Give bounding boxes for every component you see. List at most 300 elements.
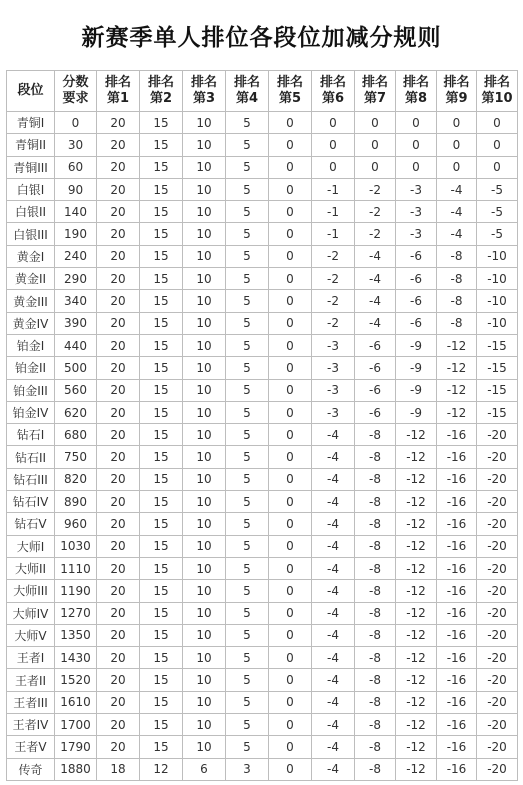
table-row (7, 714, 518, 736)
table-row (7, 736, 518, 758)
points-cell: 10 (183, 736, 226, 758)
table-row (7, 268, 518, 290)
column-header-rank-6 (312, 71, 355, 112)
points-cell: -12 (396, 714, 437, 736)
header-text: 段位 (17, 83, 44, 98)
points-cell: -6 (396, 268, 437, 290)
points-cell: -20 (477, 468, 518, 490)
points-cell: 20 (97, 424, 140, 446)
table-row (7, 446, 518, 468)
column-header-rank-10 (477, 71, 518, 112)
points-cell: -12 (396, 669, 437, 691)
points-cell: 15 (140, 268, 183, 290)
score-cell: 90 (55, 178, 97, 200)
points-cell: 0 (269, 112, 312, 134)
points-cell: 5 (226, 446, 269, 468)
points-cell: 0 (269, 513, 312, 535)
points-cell: 5 (226, 357, 269, 379)
points-cell: -8 (355, 535, 396, 557)
tier-cell: 铂金III (7, 379, 55, 401)
points-cell: -4 (312, 446, 355, 468)
points-cell: -8 (355, 446, 396, 468)
points-cell: 10 (183, 424, 226, 446)
points-cell: -20 (477, 446, 518, 468)
points-cell: 20 (97, 156, 140, 178)
points-cell: 15 (140, 112, 183, 134)
score-cell: 620 (55, 401, 97, 423)
points-cell: -2 (312, 312, 355, 334)
points-cell: -12 (437, 379, 477, 401)
points-cell: 10 (183, 201, 226, 223)
header-text: 排名 (483, 75, 510, 90)
tier-cell: 白银III (7, 223, 55, 245)
points-cell: 5 (226, 580, 269, 602)
points-cell: 10 (183, 401, 226, 423)
score-cell: 290 (55, 268, 97, 290)
points-cell: 10 (183, 557, 226, 579)
header-text: 排名 (276, 75, 303, 90)
points-cell: 10 (183, 624, 226, 646)
table-row (7, 580, 518, 602)
points-cell: 5 (226, 379, 269, 401)
points-cell: -8 (355, 602, 396, 624)
points-cell: 5 (226, 691, 269, 713)
tier-cell: 青铜I (7, 112, 55, 134)
page-title: 新赛季单人排位各段位加减分规则 (81, 24, 442, 51)
points-cell: 20 (97, 312, 140, 334)
header-text: 第6 (321, 91, 345, 106)
points-cell: 0 (269, 401, 312, 423)
points-cell: 10 (183, 312, 226, 334)
points-cell: 0 (269, 379, 312, 401)
header-text: 第7 (363, 91, 387, 106)
table-row (7, 178, 518, 200)
score-cell: 560 (55, 379, 97, 401)
points-cell: 15 (140, 446, 183, 468)
score-cell: 820 (55, 468, 97, 490)
points-cell: 5 (226, 647, 269, 669)
tier-cell: 黄金III (7, 290, 55, 312)
points-cell: -1 (312, 178, 355, 200)
points-cell: 0 (269, 491, 312, 513)
score-cell: 0 (55, 112, 97, 134)
points-cell: -4 (437, 178, 477, 200)
points-cell: 10 (183, 446, 226, 468)
table-row (7, 424, 518, 446)
score-cell: 1350 (55, 624, 97, 646)
table-row (7, 535, 518, 557)
points-cell: 15 (140, 736, 183, 758)
tier-cell: 王者II (7, 669, 55, 691)
score-cell: 1030 (55, 535, 97, 557)
points-cell: 20 (97, 357, 140, 379)
points-cell: -4 (312, 624, 355, 646)
points-cell: -2 (355, 201, 396, 223)
points-cell: 15 (140, 290, 183, 312)
points-cell: 0 (269, 156, 312, 178)
score-cell: 680 (55, 424, 97, 446)
header-text: 第9 (445, 91, 468, 106)
points-cell: -16 (437, 647, 477, 669)
points-cell: 15 (140, 602, 183, 624)
points-cell: 0 (396, 156, 437, 178)
points-cell: -12 (396, 468, 437, 490)
tier-cell: 钻石IV (7, 491, 55, 513)
points-cell: 0 (269, 446, 312, 468)
points-cell: -4 (312, 424, 355, 446)
score-cell: 440 (55, 334, 97, 356)
points-cell: -16 (437, 468, 477, 490)
tier-cell: 王者IV (7, 714, 55, 736)
points-cell: 0 (269, 134, 312, 156)
points-cell: -3 (312, 334, 355, 356)
points-cell: 0 (312, 156, 355, 178)
points-cell: -16 (437, 602, 477, 624)
points-cell: 0 (269, 557, 312, 579)
points-cell: 20 (97, 580, 140, 602)
points-cell: 0 (269, 736, 312, 758)
points-cell: 5 (226, 624, 269, 646)
table-row (7, 201, 518, 223)
points-cell: -4 (312, 691, 355, 713)
score-cell: 1190 (55, 580, 97, 602)
points-cell: 0 (396, 134, 437, 156)
points-cell: -20 (477, 714, 518, 736)
points-cell: 0 (269, 201, 312, 223)
points-cell: 5 (226, 736, 269, 758)
points-cell: 0 (477, 134, 518, 156)
points-cell: 5 (226, 535, 269, 557)
points-cell: -4 (312, 580, 355, 602)
points-cell: 0 (437, 156, 477, 178)
points-cell: -12 (396, 446, 437, 468)
points-cell: -20 (477, 557, 518, 579)
points-cell: -12 (396, 602, 437, 624)
points-cell: -3 (312, 357, 355, 379)
points-cell: 0 (477, 112, 518, 134)
points-cell: 10 (183, 156, 226, 178)
points-cell: 15 (140, 334, 183, 356)
points-cell: -6 (355, 357, 396, 379)
points-cell: -12 (437, 401, 477, 423)
points-cell: 5 (226, 112, 269, 134)
points-cell: 10 (183, 268, 226, 290)
points-cell: 0 (269, 178, 312, 200)
points-cell: 0 (355, 134, 396, 156)
points-cell: -2 (355, 178, 396, 200)
points-cell: -12 (437, 334, 477, 356)
table-row (7, 647, 518, 669)
points-cell: -16 (437, 624, 477, 646)
points-cell: 5 (226, 268, 269, 290)
points-cell: 15 (140, 669, 183, 691)
table-row (7, 557, 518, 579)
points-cell: 10 (183, 602, 226, 624)
points-cell: -10 (477, 312, 518, 334)
points-cell: -4 (355, 268, 396, 290)
table-row (7, 334, 518, 356)
points-cell: 20 (97, 624, 140, 646)
header-text: 第1 (106, 91, 130, 106)
table-row (7, 401, 518, 423)
tier-cell: 铂金I (7, 334, 55, 356)
score-cell: 30 (55, 134, 97, 156)
points-cell: 15 (140, 468, 183, 490)
tier-cell: 王者I (7, 647, 55, 669)
points-cell: -16 (437, 446, 477, 468)
points-cell: -4 (312, 535, 355, 557)
tier-cell: 铂金II (7, 357, 55, 379)
points-cell: -8 (355, 468, 396, 490)
table-row (7, 134, 518, 156)
points-cell: 20 (97, 112, 140, 134)
column-header-rank-5 (269, 71, 312, 112)
table-row (7, 691, 518, 713)
points-cell: 15 (140, 491, 183, 513)
points-cell: 10 (183, 112, 226, 134)
points-cell: 5 (226, 156, 269, 178)
points-cell: -15 (477, 357, 518, 379)
points-cell: 10 (183, 491, 226, 513)
points-cell: -8 (355, 580, 396, 602)
points-cell: -8 (355, 758, 396, 780)
table-row (7, 290, 518, 312)
points-cell: -4 (355, 290, 396, 312)
score-cell: 1610 (55, 691, 97, 713)
points-cell: -4 (312, 647, 355, 669)
points-cell: 0 (269, 691, 312, 713)
points-cell: -6 (355, 401, 396, 423)
points-cell: -8 (355, 669, 396, 691)
points-cell: 20 (97, 736, 140, 758)
points-cell: -9 (396, 379, 437, 401)
points-cell: -10 (477, 268, 518, 290)
points-cell: 15 (140, 245, 183, 267)
score-cell: 960 (55, 513, 97, 535)
points-cell: -1 (312, 223, 355, 245)
points-cell: 15 (140, 401, 183, 423)
points-cell: -16 (437, 736, 477, 758)
points-cell: 0 (269, 334, 312, 356)
points-cell: 10 (183, 134, 226, 156)
table-row (7, 112, 518, 134)
points-cell: -15 (477, 401, 518, 423)
points-cell: -8 (355, 424, 396, 446)
points-cell: -8 (355, 557, 396, 579)
table-row (7, 513, 518, 535)
points-cell: 20 (97, 268, 140, 290)
points-cell: -20 (477, 669, 518, 691)
points-cell: -3 (396, 178, 437, 200)
points-cell: -12 (396, 580, 437, 602)
tier-cell: 钻石I (7, 424, 55, 446)
points-cell: 5 (226, 334, 269, 356)
rules-table (6, 70, 518, 781)
tier-cell: 传奇 (7, 758, 55, 780)
points-cell: -12 (396, 736, 437, 758)
points-cell: 15 (140, 580, 183, 602)
points-cell: 20 (97, 245, 140, 267)
points-cell: 20 (97, 379, 140, 401)
header-text: 排名 (233, 75, 260, 90)
column-header-rank-2 (140, 71, 183, 112)
points-cell: -20 (477, 758, 518, 780)
score-cell: 340 (55, 290, 97, 312)
points-cell: -4 (355, 312, 396, 334)
score-cell: 1700 (55, 714, 97, 736)
points-cell: -4 (437, 223, 477, 245)
points-cell: 5 (226, 312, 269, 334)
points-cell: -4 (312, 758, 355, 780)
points-cell: -8 (355, 714, 396, 736)
points-cell: -12 (396, 557, 437, 579)
score-cell: 750 (55, 446, 97, 468)
points-cell: -20 (477, 691, 518, 713)
points-cell: 0 (269, 468, 312, 490)
table-row (7, 379, 518, 401)
points-cell: -8 (437, 312, 477, 334)
points-cell: 10 (183, 468, 226, 490)
points-cell: 20 (97, 401, 140, 423)
points-cell: -4 (312, 491, 355, 513)
points-cell: -5 (477, 223, 518, 245)
points-cell: 5 (226, 201, 269, 223)
points-cell: -16 (437, 714, 477, 736)
points-cell: -16 (437, 669, 477, 691)
points-cell: 10 (183, 223, 226, 245)
points-cell: -8 (437, 268, 477, 290)
points-cell: 20 (97, 647, 140, 669)
column-header-rank-8 (396, 71, 437, 112)
tier-cell: 黄金IV (7, 312, 55, 334)
points-cell: -10 (477, 245, 518, 267)
tier-cell: 大师V (7, 624, 55, 646)
points-cell: 10 (183, 714, 226, 736)
points-cell: -6 (355, 334, 396, 356)
score-cell: 390 (55, 312, 97, 334)
tier-cell: 王者V (7, 736, 55, 758)
score-cell: 60 (55, 156, 97, 178)
points-cell: -3 (396, 201, 437, 223)
score-cell: 1790 (55, 736, 97, 758)
tier-cell: 钻石II (7, 446, 55, 468)
points-cell: 0 (269, 647, 312, 669)
points-cell: 0 (396, 112, 437, 134)
points-cell: -4 (312, 468, 355, 490)
column-header-rank-9 (437, 71, 477, 112)
points-cell: 15 (140, 647, 183, 669)
points-cell: 0 (312, 112, 355, 134)
points-cell: 0 (269, 268, 312, 290)
points-cell: -4 (312, 714, 355, 736)
points-cell: -6 (396, 245, 437, 267)
points-cell: 10 (183, 647, 226, 669)
points-cell: 0 (477, 156, 518, 178)
points-cell: -2 (312, 245, 355, 267)
tier-cell: 王者III (7, 691, 55, 713)
score-cell: 1270 (55, 602, 97, 624)
points-cell: 20 (97, 557, 140, 579)
points-cell: 15 (140, 156, 183, 178)
tier-cell: 钻石V (7, 513, 55, 535)
points-cell: 10 (183, 691, 226, 713)
points-cell: 20 (97, 201, 140, 223)
header-text: 排名 (190, 75, 217, 90)
header-text: 排名 (147, 75, 174, 90)
points-cell: 0 (269, 223, 312, 245)
table-row (7, 624, 518, 646)
points-cell: -8 (355, 691, 396, 713)
column-header-rank-4 (226, 71, 269, 112)
points-cell: 5 (226, 290, 269, 312)
points-cell: -16 (437, 535, 477, 557)
points-cell: 20 (97, 602, 140, 624)
points-cell: 15 (140, 624, 183, 646)
tier-cell: 大师IV (7, 602, 55, 624)
table-row (7, 357, 518, 379)
points-cell: 20 (97, 513, 140, 535)
points-cell: -8 (355, 736, 396, 758)
score-cell: 1880 (55, 758, 97, 780)
points-cell: -5 (477, 201, 518, 223)
points-cell: 10 (183, 669, 226, 691)
points-cell: -16 (437, 424, 477, 446)
points-cell: 15 (140, 379, 183, 401)
points-cell: 0 (355, 156, 396, 178)
points-cell: 5 (226, 468, 269, 490)
table-row (7, 491, 518, 513)
points-cell: -4 (312, 602, 355, 624)
points-cell: 0 (269, 290, 312, 312)
points-cell: -20 (477, 513, 518, 535)
points-cell: 10 (183, 245, 226, 267)
points-cell: 0 (269, 602, 312, 624)
header-text: 第4 (235, 91, 259, 106)
points-cell: -12 (396, 624, 437, 646)
points-cell: 0 (269, 758, 312, 780)
header-text: 第10 (481, 91, 513, 106)
points-cell: -2 (355, 223, 396, 245)
points-cell: 20 (97, 714, 140, 736)
points-cell: 20 (97, 134, 140, 156)
column-header-tier (7, 71, 55, 112)
points-cell: -8 (355, 513, 396, 535)
points-cell: 0 (269, 424, 312, 446)
points-cell: 18 (97, 758, 140, 780)
points-cell: -12 (396, 647, 437, 669)
points-cell: 0 (269, 535, 312, 557)
points-cell: 0 (269, 357, 312, 379)
points-cell: -20 (477, 602, 518, 624)
points-cell: -16 (437, 758, 477, 780)
tier-cell: 大师III (7, 580, 55, 602)
points-cell: -4 (437, 201, 477, 223)
header-text: 排名 (319, 75, 346, 90)
column-header-score (55, 71, 97, 112)
points-cell: 0 (312, 134, 355, 156)
points-cell: 20 (97, 223, 140, 245)
table-body (7, 112, 518, 781)
points-cell: -12 (396, 691, 437, 713)
points-cell: 5 (226, 714, 269, 736)
points-cell: 12 (140, 758, 183, 780)
points-cell: 5 (226, 178, 269, 200)
points-cell: 20 (97, 446, 140, 468)
points-cell: 20 (97, 691, 140, 713)
points-cell: 15 (140, 557, 183, 579)
score-cell: 190 (55, 223, 97, 245)
header-row (7, 71, 518, 112)
